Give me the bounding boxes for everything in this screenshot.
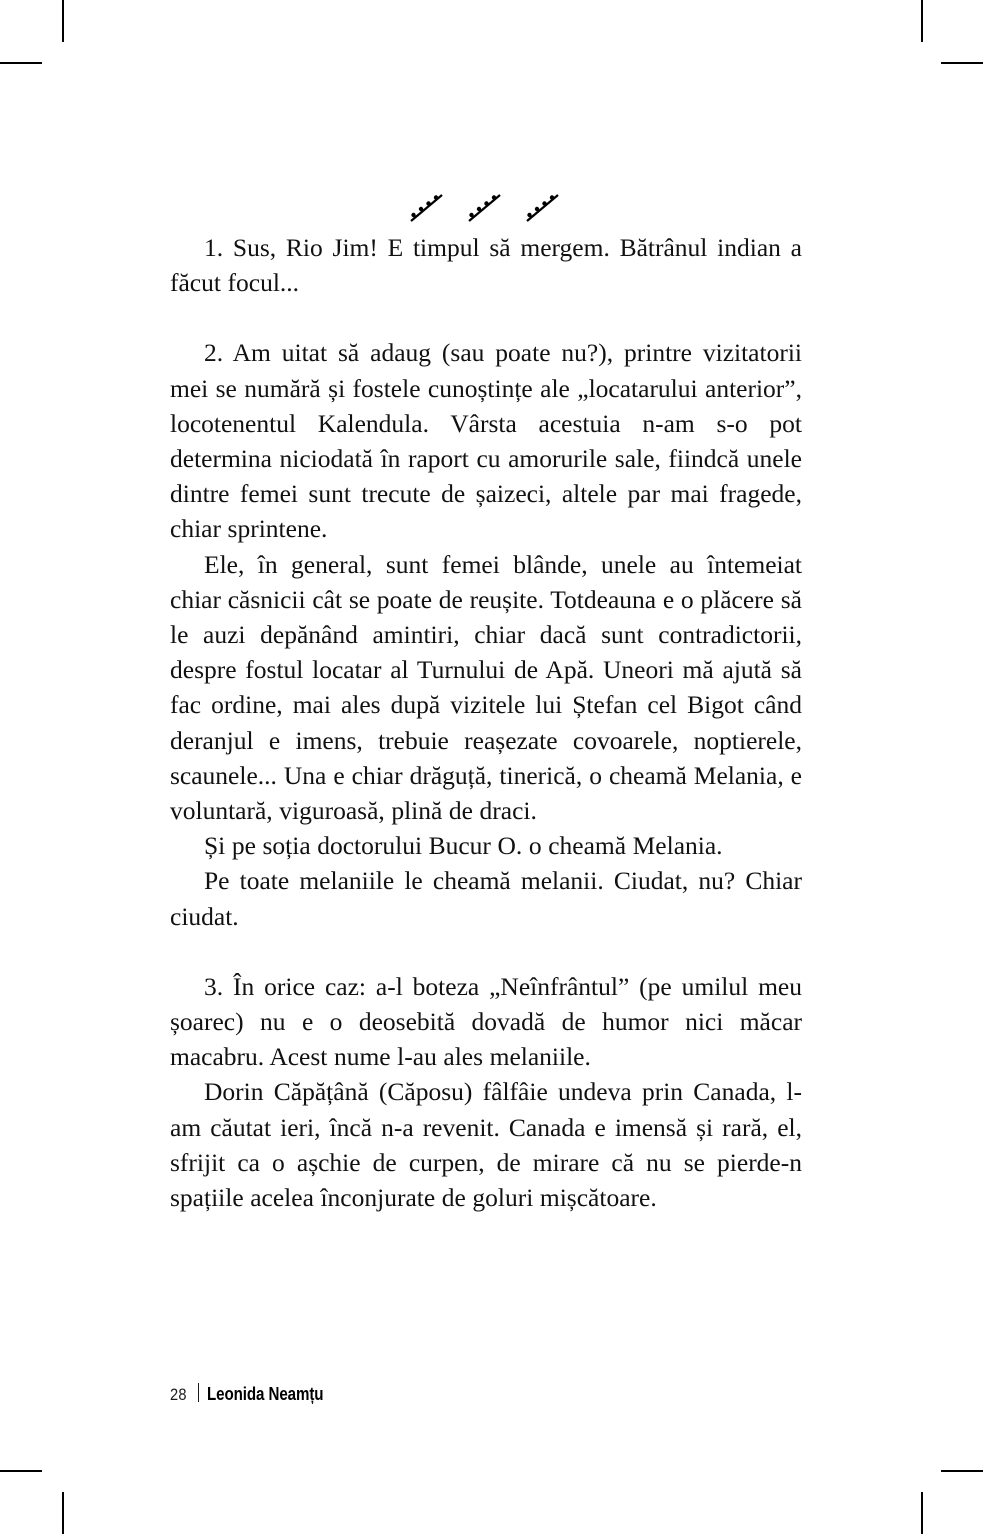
crop-mark-bottom-right-vertical xyxy=(921,1492,923,1534)
paragraph-4: Și pe soția doctorului Bucur O. o cheamă Melania. xyxy=(204,831,723,861)
paragraph-3: Ele, în general, sunt femei blânde, unele au întemeiat chiar căsnicii cât se poate de reușite. Totdeauna e o plăcere să le auzi depănând amintiri, chiar dacă sunt contradictorii, despre fostul locatar al Turnului de Apă. Uneori mă ajută să fac ordine, mai ales după vizitele lui Ștefan cel Bigot când deranjul e imens, trebuie reașezate covoarele, noptierele, scaunele... Una e chiar drăguță, tinerică, o cheamă Melania, e voluntară, viguroasă, plină de draci. xyxy=(170,549,802,826)
crop-mark-bottom-left-horizontal xyxy=(0,1470,42,1472)
paragraph-2: 2. Am uitat să adaug (sau poate nu?), printre vizitatorii mei se numără și fostele cunoștințe ale „locatarului anterior”, locotenentul Kalendula. Vârsta acestuia n-am s-o pot determina niciodată în raport cu amorurile sale, fiindcă unele dintre femei sunt trecute de șaizeci, altele par mai fragede, chiar sprintene. xyxy=(170,338,802,544)
page-footer xyxy=(170,1381,346,1405)
ornament-glyph xyxy=(524,191,564,225)
crop-mark-bottom-right-horizontal xyxy=(941,1470,983,1472)
ornament-glyph xyxy=(466,191,506,225)
paragraph-5: Pe toate melaniile le cheamă melanii. Ciudat, nu? Chiar ciudat. xyxy=(170,866,802,931)
text-column xyxy=(170,0,802,1215)
paragraph-1: 1. Sus, Rio Jim! E timpul să mergem. Bătrânul indian a făcut focul... xyxy=(170,233,802,298)
paragraph-7: Dorin Căpățână (Căposu) fâlfâie undeva prin Canada, l-am căutat ieri, încă n-a revenit. Canada e imensă și rară, el, sfrijit ca o așchie de curpen, de mirare că nu se pierde-n spațiile acelea înconjurate de goluri mișcătoare. xyxy=(170,1077,802,1213)
crop-mark-top-left-horizontal xyxy=(0,62,42,64)
crop-mark-top-left-vertical xyxy=(62,0,64,42)
page-number: 28 xyxy=(170,1385,187,1404)
footer-author-name: Leonida Neamțu xyxy=(207,1384,324,1404)
crop-mark-top-right-horizontal xyxy=(941,62,983,64)
paragraph-6: 3. În orice caz: a-l boteza „Neînfrântul” (pe umilul meu șoarec) nu e o deosebită dovadă de humor nici măcar macabru. Acest nume l-au ales melaniile. xyxy=(170,971,802,1072)
crop-mark-bottom-left-vertical xyxy=(62,1492,64,1534)
section-ornament xyxy=(170,0,802,230)
ornament-glyph xyxy=(408,191,448,225)
footer-separator xyxy=(198,1383,200,1402)
crop-mark-top-right-vertical xyxy=(921,0,923,42)
